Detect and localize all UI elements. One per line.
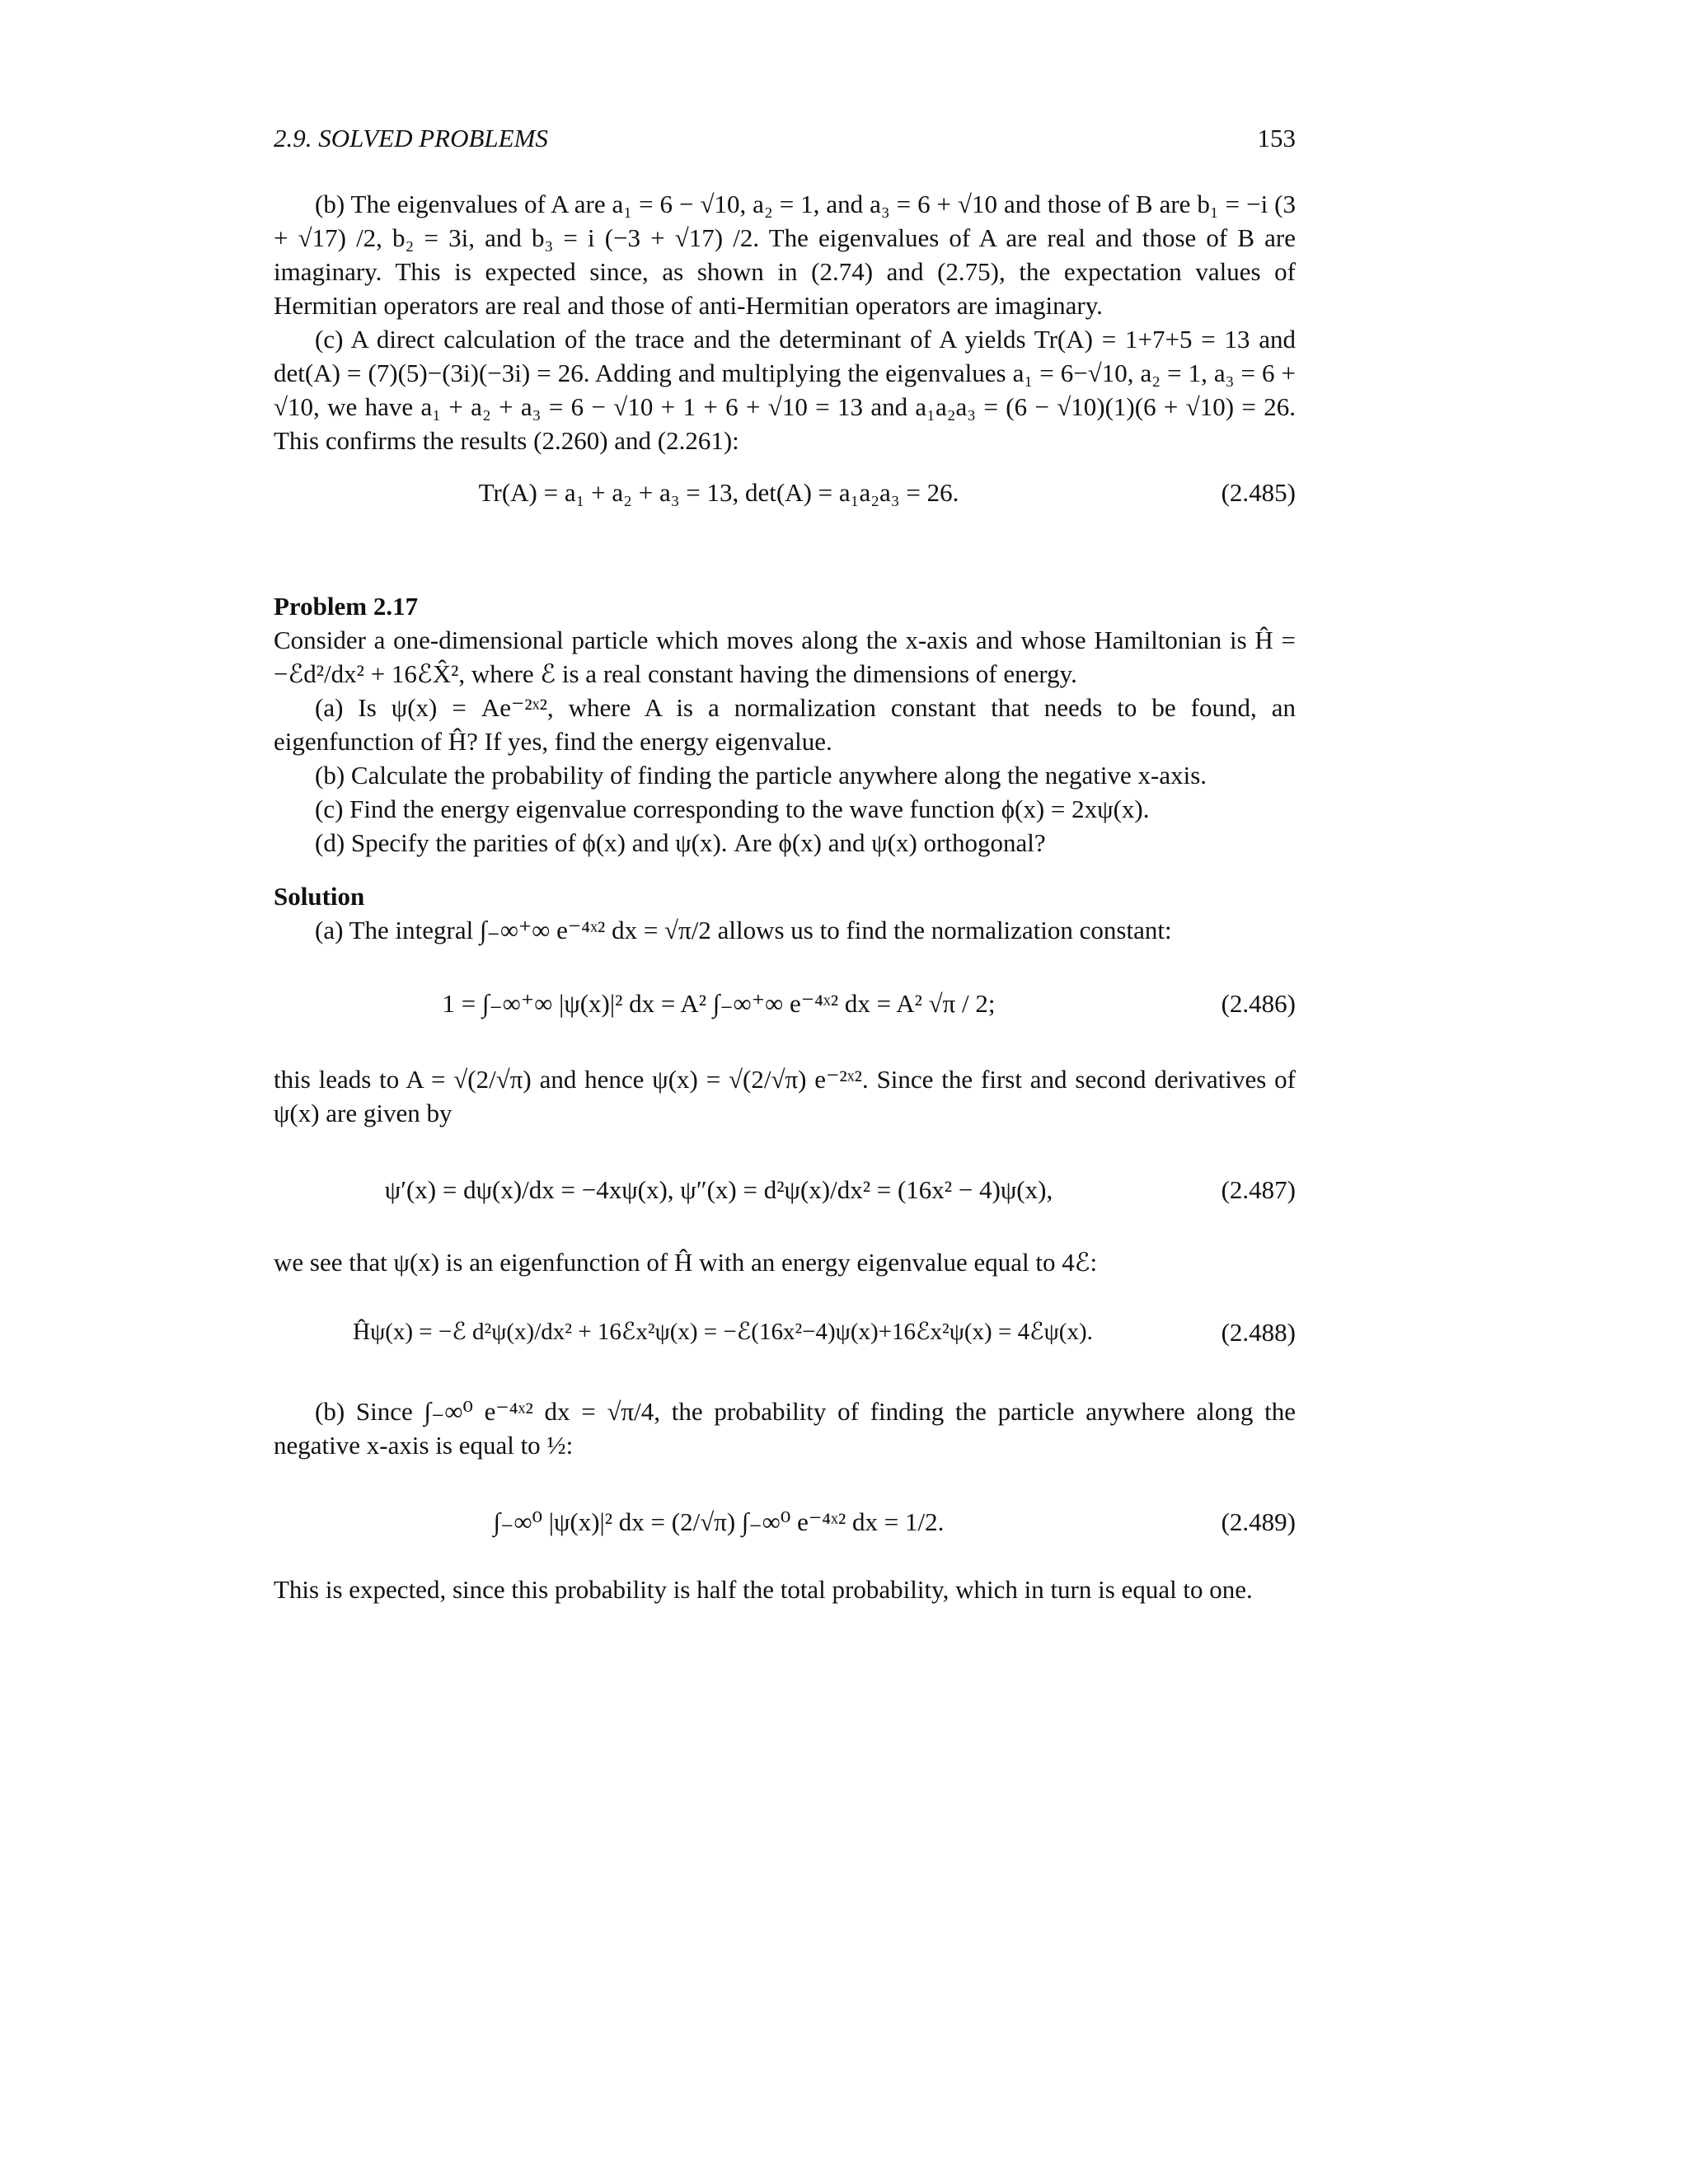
equation-2-485: Tr(A) = a₁ + a₂ + a₃ = 13, det(A) = a₁a₂a₃ = 26. (2.485) (274, 476, 1296, 541)
problem-statement: Consider a one-dimensional particle which moves along the x-axis and whose Hamiltonian is Ĥ = −ℰd²/dx² + 16ℰX̂², where ℰ is a real constant having the dimensions of energy. (274, 626, 1296, 688)
section-title: 2.9. SOLVED PROBLEMS (274, 124, 548, 152)
equation-number: (2.486) (1221, 989, 1296, 1018)
solution-a-conclude: we see that ψ(x) is an eigenfunction of Ĥ with an energy eigenvalue equal to 4ℰ: (274, 1248, 1098, 1277)
problem-title: Problem 2.17 (274, 592, 419, 621)
problem-part-b: (b) Calculate the probability of finding the particle anywhere along the negative x-axis. (315, 761, 1207, 790)
page (274, 120, 1296, 1606)
problem-part-d: (d) Specify the parities of ϕ(x) and ψ(x). Are ϕ(x) and ψ(x) orthogonal? (315, 828, 1046, 857)
equation-2-488: Ĥψ(x) = −ℰ d²ψ(x)/dx² + 16ℰx²ψ(x) = −ℰ(16x²−4)ψ(x)+16ℰx²ψ(x) = 4ℰψ(x). (2.488) (274, 1292, 1296, 1375)
solution-a-intro: (a) The integral ∫₋∞⁺∞ e⁻⁴ˣ² dx = √π/2 allows us to find the normalization constant: (315, 916, 1172, 944)
equation-number: (2.488) (1221, 1318, 1296, 1347)
equation-2-487: ψ′(x) = dψ(x)/dx = −4xψ(x), ψ″(x) = d²ψ(x)/dx² = (16x² − 4)ψ(x), (2.487) (274, 1150, 1296, 1232)
solution-b-intro: (b) Since ∫₋∞⁰ e⁻⁴ˣ² dx = √π/4, the probability of finding the particle anywhere along the negative x-axis is equal to ½: (274, 1397, 1296, 1460)
paragraph-c-trace: (c) A direct calculation of the trace and the determinant of A yields Tr(A) = 1+7+5 = 13 and det(A) = (7)(5)−(3i)(−3i) = 26. Adding and multiplying the eigenvalues a₁ = 6−√10, a₂ = 1, a₃ = 6 + √10, we have a₁ + a₂ + a₃ = 6 − √10 + 1 + 6 + √10 = 13 and a₁a₂a₃ = (6 − √10)(1)(6 + √10) = 26. This confirms the results (2.260) and (2.261): (274, 325, 1296, 455)
problem-part-a: (a) Is ψ(x) = Ae⁻²ˣ², where A is a normalization constant that needs to be found, an eigenfunction of Ĥ? If yes, find the energy eigenvalue. (274, 693, 1296, 756)
problem-part-c: (c) Find the energy eigenvalue corresponding to the wave function ϕ(x) = 2xψ(x). (315, 794, 1150, 823)
solution-b-conclude: This is expected, since this probability is half the total probability, which in turn is equal to one. (274, 1575, 1253, 1604)
equation-number: (2.487) (1221, 1175, 1296, 1204)
solution-a-after: this leads to A = √(2/√π) and hence ψ(x) = √(2/√π) e⁻²ˣ². Since the first and second derivatives of ψ(x) are given by (274, 1065, 1296, 1127)
solution-title: Solution (274, 882, 365, 911)
equation-2-486: 1 = ∫₋∞⁺∞ |ψ(x)|² dx = A² ∫₋∞⁺∞ e⁻⁴ˣ² dx = A² √π / 2; (2.486) (274, 963, 1296, 1046)
page-number: 153 (1257, 124, 1296, 152)
paragraph-b-eigenvalues: (b) The eigenvalues of A are a₁ = 6 − √10, a₂ = 1, and a₃ = 6 + √10 and those of B are b₁ = −i (3 + √17) /2, b₂ = 3i, and b₃ = i (−3 + √17) /2. The eigenvalues of A are real and those of B are imaginary. This is expected since, as shown in (2.74) and (2.75), the expectation values of Hermitian operators are real and those of anti-Hermitian operators are imaginary. (274, 190, 1296, 320)
equation-2-489: ∫₋∞⁰ |ψ(x)|² dx = (2/√π) ∫₋∞⁰ e⁻⁴ˣ² dx = 1/2. (2.489) (274, 1482, 1296, 1564)
equation-number: (2.489) (1221, 1507, 1296, 1536)
running-header (274, 120, 1296, 161)
equation-number: (2.485) (1221, 478, 1296, 507)
